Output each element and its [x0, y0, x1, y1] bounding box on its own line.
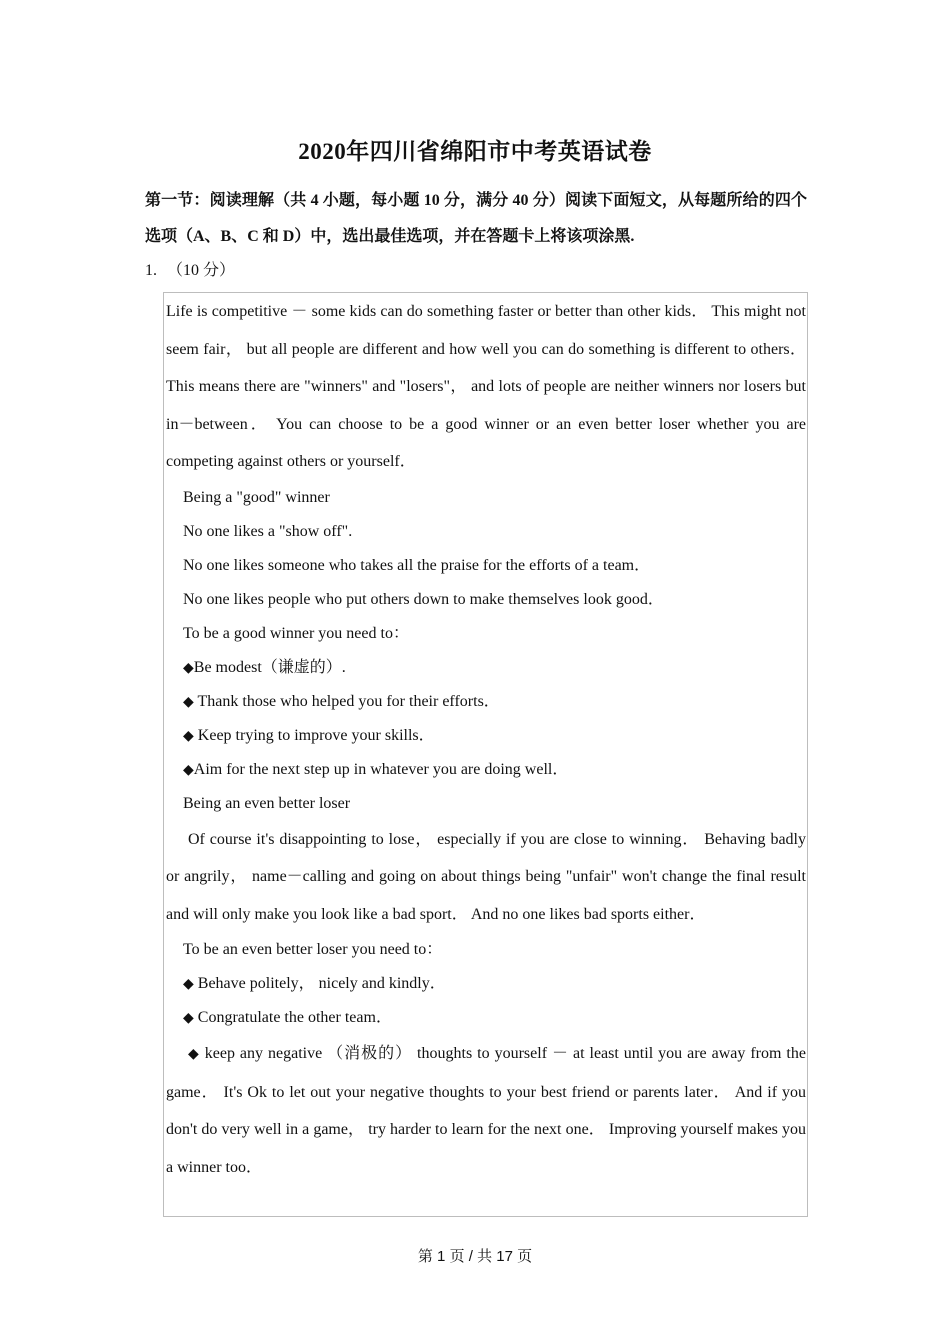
tip-text: Aim for the next step up in whatever you are doing well．	[193, 760, 569, 778]
passage-line: No one likes someone who takes all the praise for the efforts of a team．	[183, 556, 651, 574]
diamond-bullet-icon: ◆	[183, 727, 194, 744]
page-title: 2020年四川省绵阳市中考英语试卷	[298, 139, 652, 164]
question-number: 1.	[145, 262, 157, 279]
question-score: （10 分）	[167, 262, 236, 279]
tip-text: Behave politely， nicely and kindly．	[193, 975, 446, 992]
passage-intro: Life is competitive － some kids can do something faster or better than other kids． This might not seem fair， but all people are different and how well you can do something is different to others． This means there are "winners" and "losers"， and lots of people are neither winners nor losers but in－between． You can choose to be a good winner or an even better loser whether you are competing against others or yourself．	[166, 303, 807, 470]
diamond-bullet-icon: ◆	[183, 976, 194, 992]
loser-tip	[166, 1001, 806, 1035]
passage-line: No one likes a "show off".	[183, 522, 353, 540]
diamond-bullet-icon: ◆	[183, 659, 194, 676]
winner-tip	[166, 651, 806, 685]
tip-text: Thank those who helped you for their efforts．	[193, 692, 500, 710]
diamond-bullet-icon: ◆	[183, 693, 194, 710]
loser-heading: Being an even better loser	[183, 794, 351, 812]
loser-tip	[166, 967, 806, 1001]
tip-text: Be modest（谦虚的）.	[193, 658, 346, 676]
tip-text: Keep trying to improve your skills．	[193, 726, 435, 744]
winner-tip	[166, 685, 806, 719]
winner-tip	[166, 719, 806, 753]
winner-tip	[166, 753, 806, 787]
diamond-bullet-icon: ◆	[183, 1010, 194, 1026]
final-paragraph	[166, 1035, 806, 1186]
reading-passage	[166, 289, 806, 1186]
loser-need: To be an even better loser you need to：	[183, 941, 443, 958]
winner-heading: Being a "good" winner	[183, 488, 330, 506]
diamond-bullet-icon: ◆	[188, 1046, 200, 1062]
diamond-bullet-icon: ◆	[183, 761, 194, 778]
final-paragraph-text: keep any negative （消极的） thoughts to yourself － at least until you are away from the game． It's Ok to let out your negative thoughts to your best friend or parents later． And if you don't do very well in a game， try harder to learn for the next one． Improving yourself makes you a winner too．	[166, 1045, 806, 1176]
page-footer: 第 1 页 / 共 17 页	[417, 1248, 533, 1265]
section-instructions: 第一节：阅读理解（共 4 小题，每小题 10 分，满分 40 分）阅读下面短文，从每题所给的四个选项（A、B、C 和 D）中，选出最佳选项，并在答题卡上将该项涂黑.	[145, 192, 807, 245]
passage-line: No one likes people who put others down to make themselves look good．	[183, 590, 664, 608]
passage-line: To be a good winner you need to：	[183, 624, 409, 642]
tip-text: Congratulate the other team．	[193, 1009, 392, 1026]
question-header	[145, 259, 235, 283]
loser-paragraph: Of course it's disappointing to lose， especially if you are close to winning． Behaving badly or angrily， name－calling and going on about things being "unfair" won't change the final result and will only make you look like a bad sport． And no one likes bad sports either．	[166, 830, 806, 923]
